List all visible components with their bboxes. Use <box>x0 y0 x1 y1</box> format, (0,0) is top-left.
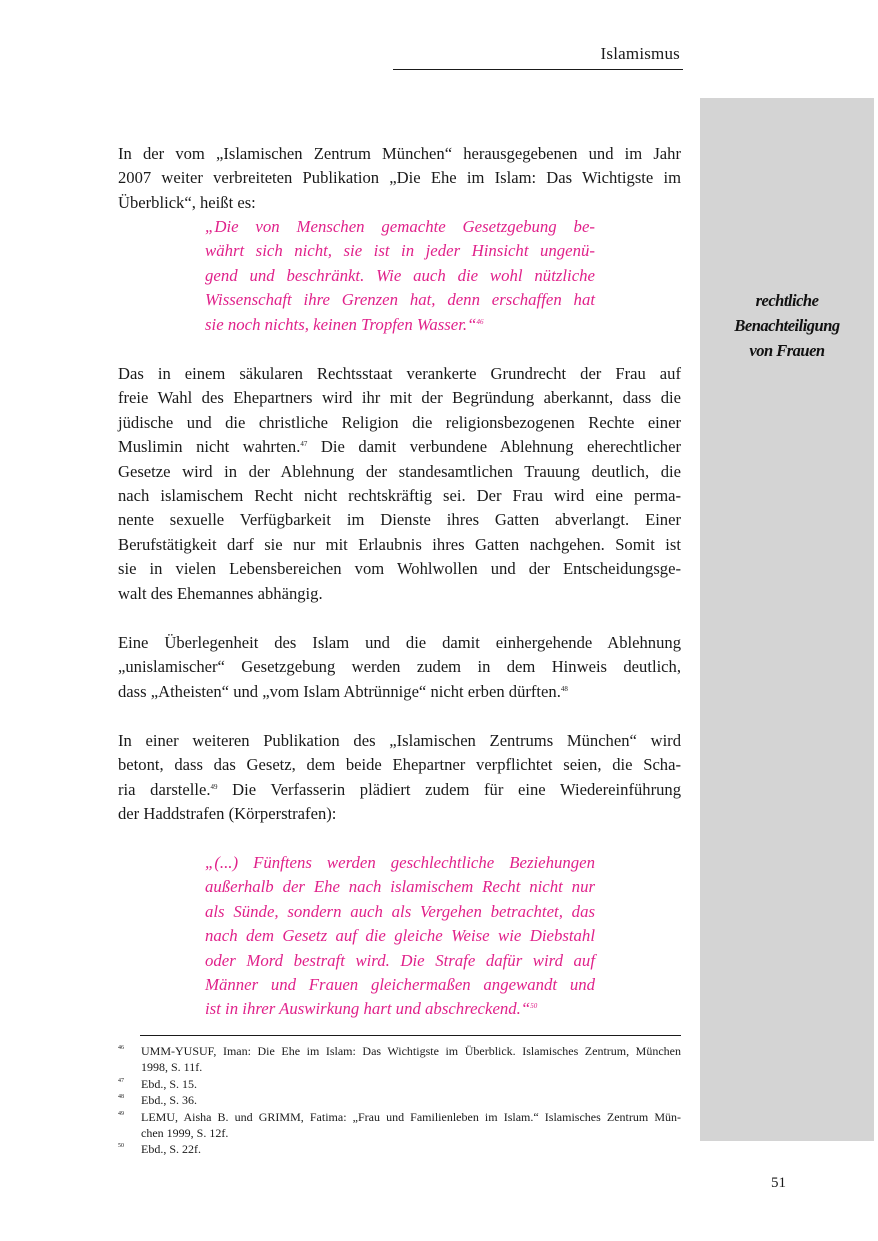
page-number: 51 <box>771 1175 786 1191</box>
block-quote-2 <box>205 851 595 1022</box>
margin-note-line: von Frauen <box>749 341 825 360</box>
footnote-number: 47 <box>118 1077 124 1084</box>
text-line: Das in einem säkularen Rechtsstaat verankerte Grundrecht der Frau auf <box>118 364 681 383</box>
text-line: der Haddstrafen (Körperstrafen): <box>118 804 337 824</box>
footnote <box>118 1076 681 1092</box>
text-line: freie Wahl des Ehepartners wird ihr mit der Begründung aberkannt, dass die <box>118 388 681 408</box>
text-line: betont, dass das Gesetz, dem beide Ehepartner verpflichtet seien, die Scha- <box>118 755 681 775</box>
margin-note <box>700 288 874 363</box>
quote-line-text: ist in ihrer Auswirkung hart und abschreckend.“ <box>205 999 531 1019</box>
block-quote-1 <box>205 215 595 337</box>
footnote-ref[interactable]: 49 <box>210 782 218 791</box>
margin-note-line: rechtliche <box>755 291 819 310</box>
quote-line: „Die von Menschen gemachte Gesetzgebung be- <box>205 217 595 236</box>
footnote <box>118 1109 681 1142</box>
quote-line: „(...) Fünftens werden geschlechtliche Beziehungen <box>205 853 595 872</box>
footnote-line: 1998, S. 11f. <box>141 1060 203 1075</box>
footnote-ref[interactable]: 50 <box>530 1002 538 1011</box>
paragraph-inheritance <box>118 631 681 704</box>
text-line: sie in vielen Lebensbereichen vom Wohlwollen und der Entscheidungsge- <box>118 559 681 579</box>
header-rule <box>393 69 683 70</box>
text-line: nente sexuelle Verfügbarkeit im Dienste ihres Gatten abverlangt. Einer <box>118 510 681 530</box>
footnote <box>118 1043 681 1076</box>
quote-line <box>205 997 595 1021</box>
footnote <box>118 1092 681 1108</box>
text-line: In der vom „Islamischen Zentrum München“ herausgegebenen und im Jahr <box>118 144 681 163</box>
text-segment: ria darstelle. <box>118 779 211 799</box>
paragraph-intro <box>118 142 681 215</box>
text-line <box>118 435 681 459</box>
paragraph-sharia <box>118 729 681 827</box>
text-line: nach islamischem Recht nicht rechtskräftig sei. Der Frau wird eine perma- <box>118 485 681 505</box>
footnote-ref[interactable]: 46 <box>476 317 484 326</box>
footnote-rule <box>140 1035 681 1036</box>
text-line: Eine Überlegenheit des Islam und die damit einhergehende Ablehnung <box>118 633 681 652</box>
footnote-line: LEMU, Aisha B. und GRIMM, Fatima: „Frau und Familienleben im Islam.“ Islamisches Zentrum Mün- <box>141 1109 681 1124</box>
footnote-ref[interactable]: 48 <box>560 684 568 693</box>
text-line: Berufstätigkeit darf sie nur mit Erlaubnis ihres Gatten nachgehen. Somit ist <box>118 534 681 554</box>
text-line: 2007 weiter verbreiteten Publikation „Die Ehe im Islam: Das Wichtigste im <box>118 168 681 188</box>
footnote-line: UMM-YUSUF, Iman: Die Ehe im Islam: Das Wichtigste im Überblick. Islamisches Zentrum, München <box>141 1044 681 1058</box>
margin-sidebar <box>700 98 874 1141</box>
footnotes <box>118 1043 681 1158</box>
text-segment: Muslimin nicht wahrten. <box>118 437 301 457</box>
footnote-line: Ebd., S. 36. <box>141 1093 198 1108</box>
text-segment: dass „Atheisten“ und „vom Islam Abtrünnige“ nicht erben dürften. <box>118 681 561 701</box>
text-line: walt des Ehemannes abhängig. <box>118 583 323 603</box>
quote-line-text: sie noch nichts, keinen Tropfen Wasser.“ <box>205 314 477 334</box>
quote-line <box>205 313 595 337</box>
footnote-line: chen 1999, S. 12f. <box>141 1126 229 1141</box>
footnote-line: Ebd., S. 22f. <box>141 1142 201 1157</box>
text-line: In einer weiteren Publikation des „Islamischen Zentrums München“ wird <box>118 731 681 750</box>
text-line <box>118 680 681 704</box>
footnote-number: 50 <box>118 1143 124 1150</box>
margin-note-line: Benachteiligung <box>734 316 840 335</box>
quote-line: währt sich nicht, sie ist in jeder Hinsicht ungenü- <box>205 241 595 261</box>
footnote-number: 48 <box>118 1094 124 1101</box>
quote-line: Wissenschaft ihre Grenzen hat, denn erschaffen hat <box>205 290 595 310</box>
text-line: „unislamischer“ Gesetzgebung werden zudem in dem Hinweis deutlich, <box>118 657 681 677</box>
quote-line: nach dem Gesetz auf die gleiche Weise wie Diebstahl <box>205 926 595 946</box>
quote-line: als Sünde, sondern auch als Vergehen betrachtet, das <box>205 901 595 921</box>
text-line <box>118 778 681 802</box>
quote-line: oder Mord bestraft wird. Die Strafe dafür wird auf <box>205 950 595 970</box>
text-line: Gesetze wird in der Ablehnung der standesamtlichen Trauung deutlich, die <box>118 461 681 481</box>
quote-line: außerhalb der Ehe nach islamischem Recht nicht nur <box>205 877 595 897</box>
quote-line: Männer und Frauen gleichermaßen angewandt und <box>205 974 595 994</box>
paragraph-rights <box>118 362 681 606</box>
text-line: Überblick“, heißt es: <box>118 192 256 212</box>
footnote-number: 46 <box>118 1045 124 1051</box>
footnote-ref[interactable]: 47 <box>300 440 308 449</box>
quote-line: gend und beschränkt. Wie auch die wohl nützliche <box>205 265 595 285</box>
footnote <box>118 1141 681 1157</box>
text-segment: Die damit verbundene Ablehnung eherechtlicher <box>307 437 681 457</box>
running-header: Islamismus <box>600 44 680 63</box>
text-line: jüdische und die christliche Religion die religionsbezogenen Rechte einer <box>118 412 681 432</box>
footnote-number: 49 <box>118 1110 124 1117</box>
footnote-line: Ebd., S. 15. <box>141 1076 198 1091</box>
text-segment: Die Verfasserin plädiert zudem für eine Wiedereinführung <box>217 779 681 799</box>
